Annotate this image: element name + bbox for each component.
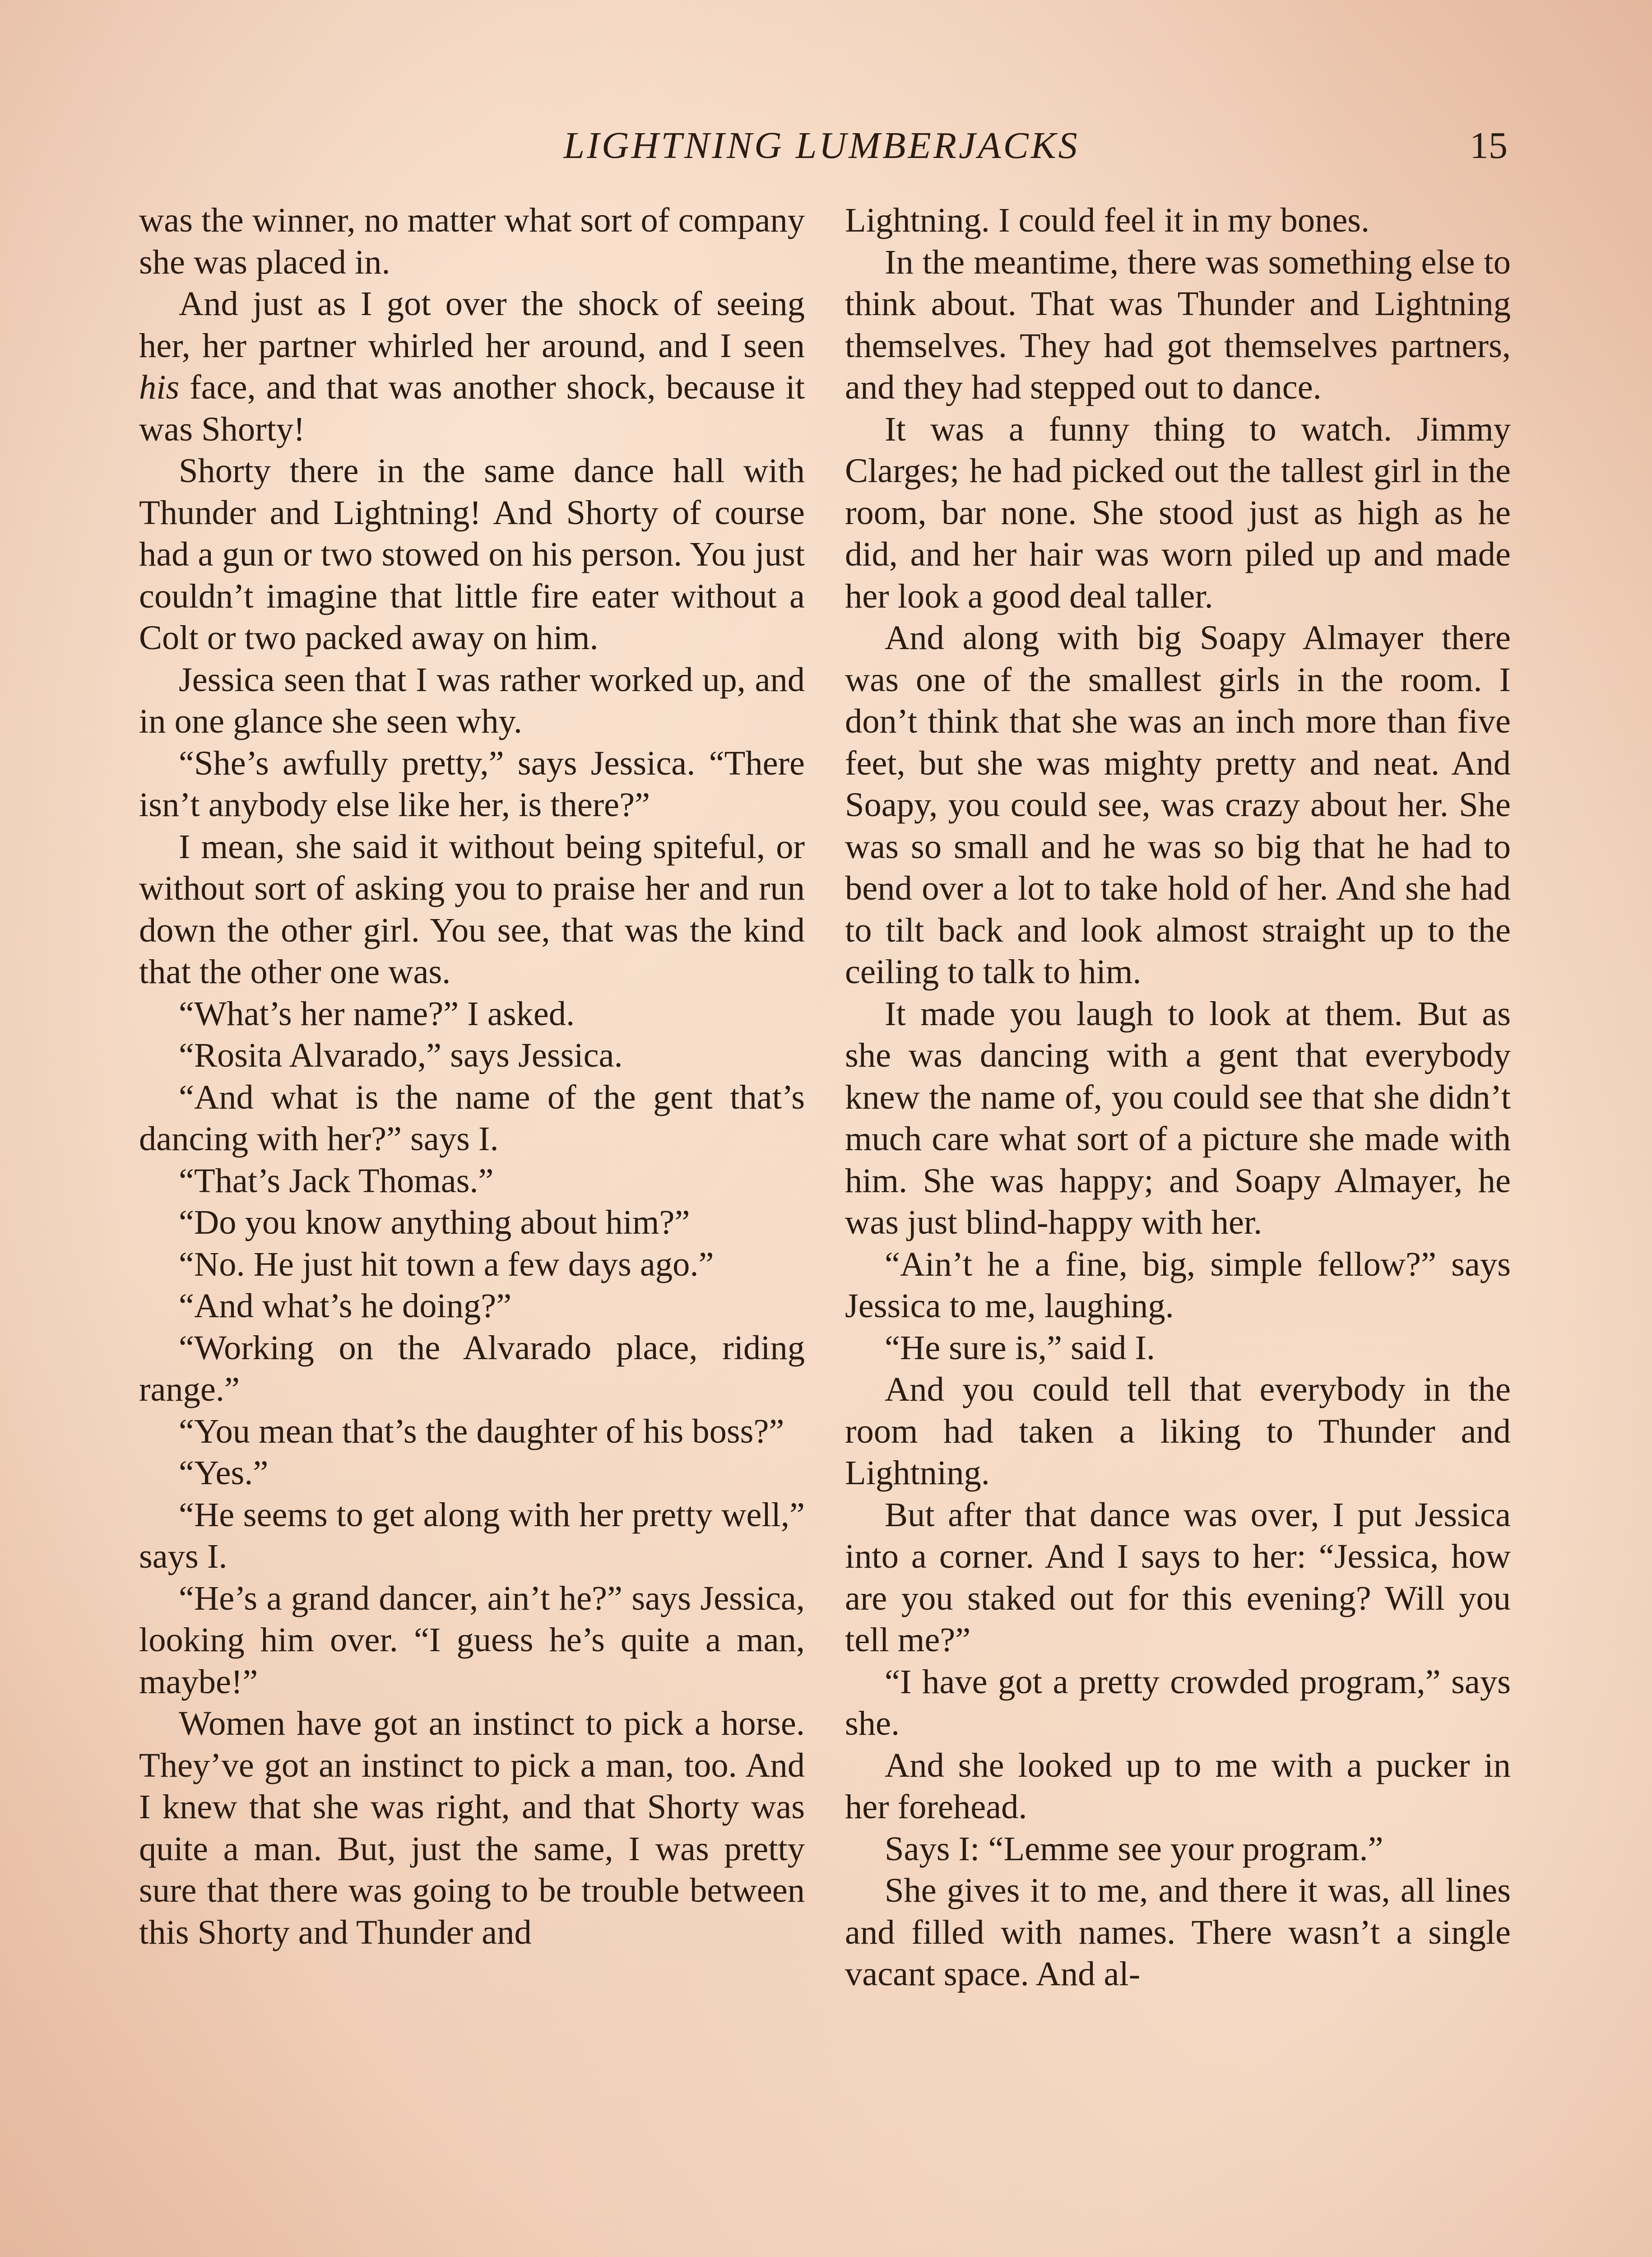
emphasis: his (139, 368, 180, 406)
paragraph: It made you laugh to look at them. But as she was dancing with a gent that everybody knew the name of, you could see that she didn’t much care what sort of a picture she made with him. She was happy; and Soapy Almayer, he was just blind-happy with her. (845, 994, 1511, 1241)
paragraph: “Rosita Alvarado,” says Jessica. (179, 1036, 623, 1074)
left-column (139, 200, 805, 1953)
paragraph: “And what’s he doing?” (179, 1286, 512, 1325)
paragraph: “Yes.” (179, 1454, 269, 1492)
paragraph: But after that dance was over, I put Jessica into a corner. And I says to her: “Jessica, how are you staked out for this evening? Will you tell me?” (845, 1495, 1511, 1659)
paragraph: “And what is the name of the gent that’s dancing with her?” says I. (139, 1077, 805, 1158)
paragraph: “That’s Jack Thomas.” (179, 1161, 494, 1200)
paragraph: “You mean that’s the daughter of his boss?” (179, 1412, 784, 1450)
paragraph: It was a funny thing to watch. Jimmy Clarges; he had picked out the tallest girl in the room, bar none. She stood just as high as he did, and her hair was worn piled up and made her look a good deal taller. (845, 409, 1511, 615)
paragraph: And you could tell that everybody in the room had taken a liking to Thunder and Lightning. (845, 1370, 1511, 1492)
paragraph: She gives it to me, and there it was, all lines and filled with names. There wasn’t a single vacant space. And al- (845, 1871, 1511, 1993)
paragraph: And along with big Soapy Almayer there was one of the smallest girls in the room. I don’t think that she was an inch more than five feet, but she was mighty pretty and neat. And Soapy, you could see, was crazy about her. She was so small and he was so big that he had to bend over a lot to take hold of her. And she had to tilt back and look almost straight up to the ceiling to talk to him. (845, 618, 1511, 991)
paragraph: “He seems to get along with her pretty well,” says I. (139, 1495, 805, 1575)
paragraph: Jessica seen that I was rather worked up, and in one glance she seen why. (139, 660, 805, 740)
right-column (845, 200, 1511, 1995)
paragraph: I mean, she said it without being spiteful, or without sort of asking you to praise her and run down the other girl. You see, that was the kind that the other one was. (139, 827, 805, 991)
paragraph: “He’s a grand dancer, ain’t he?” says Jessica, looking him over. “I guess he’s quite a man, maybe!” (139, 1579, 805, 1701)
paragraph: Shorty there in the same dance hall with Thunder and Lightning! And Shorty of course had a gun or two stowed on his person. You just couldn’t imagine that little fire eater without a Colt or two packed away on him. (139, 451, 805, 657)
page-header (135, 121, 1508, 171)
page-number: 15 (1470, 125, 1508, 167)
paragraph: “Do you know anything about him?” (179, 1203, 690, 1241)
paragraph: “Working on the Alvarado place, riding range.” (139, 1328, 805, 1408)
paragraph: Lightning. I could feel it in my bones. (845, 201, 1370, 239)
paragraph: “She’s awfully pretty,” says Jessica. “There isn’t anybody else like her, is there?” (139, 743, 805, 824)
paragraph: “I have got a pretty crowded program,” says she. (845, 1662, 1511, 1742)
paragraph: was the winner, no matter what sort of company she was placed in. (139, 201, 805, 281)
paragraph: Women have got an instinct to pick a horse. They’ve got an instinct to pick a man, too. And I knew that she was right, and that Shorty was quite a man. But, just the same, I was pretty sure that there was going to be trouble between this Shorty and Thunder and (139, 1704, 805, 1951)
paragraph: “He sure is,” said I. (885, 1328, 1155, 1367)
paragraph: Says I: “Lemme see your program.” (885, 1829, 1383, 1868)
running-title: LIGHTNING LUMBERJACKS (563, 125, 1080, 167)
paragraph: And she looked up to me with a pucker in her forehead. (845, 1746, 1511, 1826)
paragraph: “No. He just hit town a few days ago.” (179, 1245, 714, 1283)
paragraph: And just as I got over the shock of seeing her, her partner whirled her around, and I seen his face, and that was another shock, because it was Shorty! (139, 284, 805, 448)
paragraph: “Ain’t he a fine, big, simple fellow?” says Jessica to me, laughing. (845, 1245, 1511, 1325)
paragraph: In the meantime, there was something else to think about. That was Thunder and Lightning themselves. They had got themselves partners, and they had stepped out to dance. (845, 242, 1511, 406)
paragraph: “What’s her name?” I asked. (179, 994, 575, 1033)
